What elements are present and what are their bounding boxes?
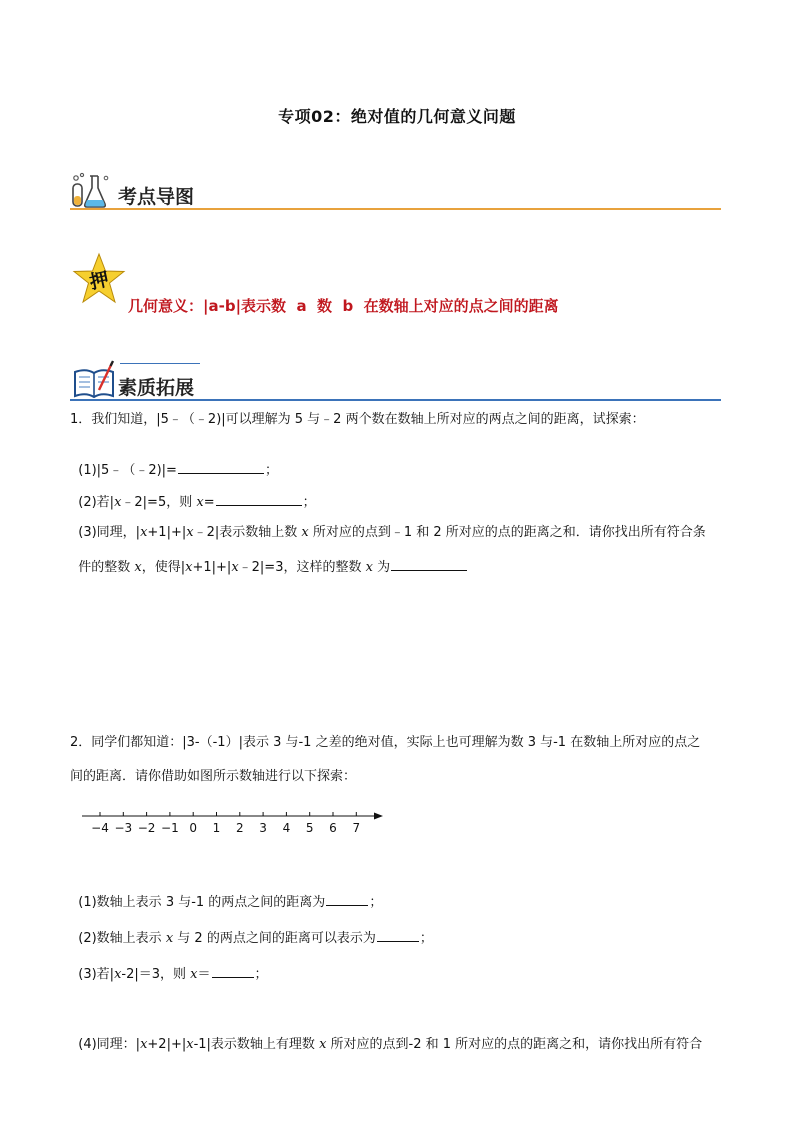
q2-intro-line2: 间的距离．请你借助如图所示数轴进行以下探索：: [70, 769, 357, 784]
open-book-icon: [72, 360, 116, 400]
q2-part3: (3)若|x-2|＝3，则 x＝ ；: [70, 945, 268, 984]
number-line-tick-label: 6: [329, 821, 337, 835]
section-divider: [70, 208, 721, 210]
q1-part3-line2: 件的整数 x，使得|x+1|+|x﹣2|=3，这样的整数 x 为: [70, 538, 468, 577]
number-line-tick-label: 0: [189, 821, 198, 835]
q1-intro: 1．我们知道，|5﹣（﹣2)|可以理解为 5 与﹣2 两个数在数轴上所对应的两点之间的距离，试探索：: [70, 412, 645, 427]
number-line-figure: [80, 806, 390, 840]
q2-part1: (1)数轴上表示 3 与-1 的两点之间的距离为 ；: [70, 873, 382, 912]
key-point-text: 几何意义：|a-b|表示数 a 数 b 在数轴上对应的点之间的距离: [128, 297, 559, 315]
section-title-mindmap: 考点导图: [118, 186, 195, 208]
answer-blank[interactable]: [391, 556, 467, 571]
answer-blank[interactable]: [178, 459, 264, 474]
number-line-tick-label: −3: [114, 821, 133, 835]
answer-blank[interactable]: [377, 927, 419, 942]
number-line-tick-label: 3: [259, 821, 267, 835]
header-accent-line: [120, 363, 200, 364]
q1-part3-line1: (3)同理，|x+1|+|x﹣2|表示数轴上数 x 所对应的点到﹣1 和 2 所对应的点的距离之和．请你找出所有符合条: [78, 525, 706, 540]
number-line-tick-label: 5: [305, 821, 314, 835]
page-title: 专项02：绝对值的几何意义问题: [278, 107, 516, 126]
q2-part2: (2)数轴上表示 x 与 2 的两点之间的距离可以表示为 ；: [70, 909, 433, 948]
stamp-character: 押: [87, 268, 111, 294]
axis-arrow: [374, 813, 383, 820]
number-line-tick-label: 4: [282, 821, 291, 835]
number-line-svg: [80, 806, 390, 840]
number-line-tick-label: 2: [235, 821, 244, 835]
number-line-tick-label: −2: [137, 821, 156, 835]
number-line-tick-label: −4: [91, 821, 109, 835]
flask-icon: [70, 172, 112, 210]
number-line-tick-label: 7: [352, 821, 361, 835]
answer-blank[interactable]: [212, 963, 254, 978]
q1-part1: (1)|5﹣（﹣2)|= ；: [70, 441, 278, 480]
q2-intro-line1: 2．同学们都知道：|3-（-1）|表示 3 与-1 之差的绝对值，实际上也可理解为数 3 与-1 在数轴上所对应的点之: [70, 735, 701, 750]
q1-part2: (2)若|x﹣2|=5，则 x= ；: [70, 473, 316, 512]
answer-blank[interactable]: [216, 491, 302, 506]
star-stamp-icon: [72, 252, 126, 306]
section-divider: [70, 399, 721, 401]
answer-blank[interactable]: [326, 891, 368, 906]
section-title-extension: 素质拓展: [118, 377, 195, 399]
q2-part4: (4)同理：|x+2|+|x-1|表示数轴上有理数 x 所对应的点到-2 和 1 所对应的点的距离之和，请你找出所有符合: [78, 1037, 703, 1052]
number-line-tick-label: 1: [212, 821, 221, 835]
number-line-tick-label: −1: [161, 821, 179, 835]
